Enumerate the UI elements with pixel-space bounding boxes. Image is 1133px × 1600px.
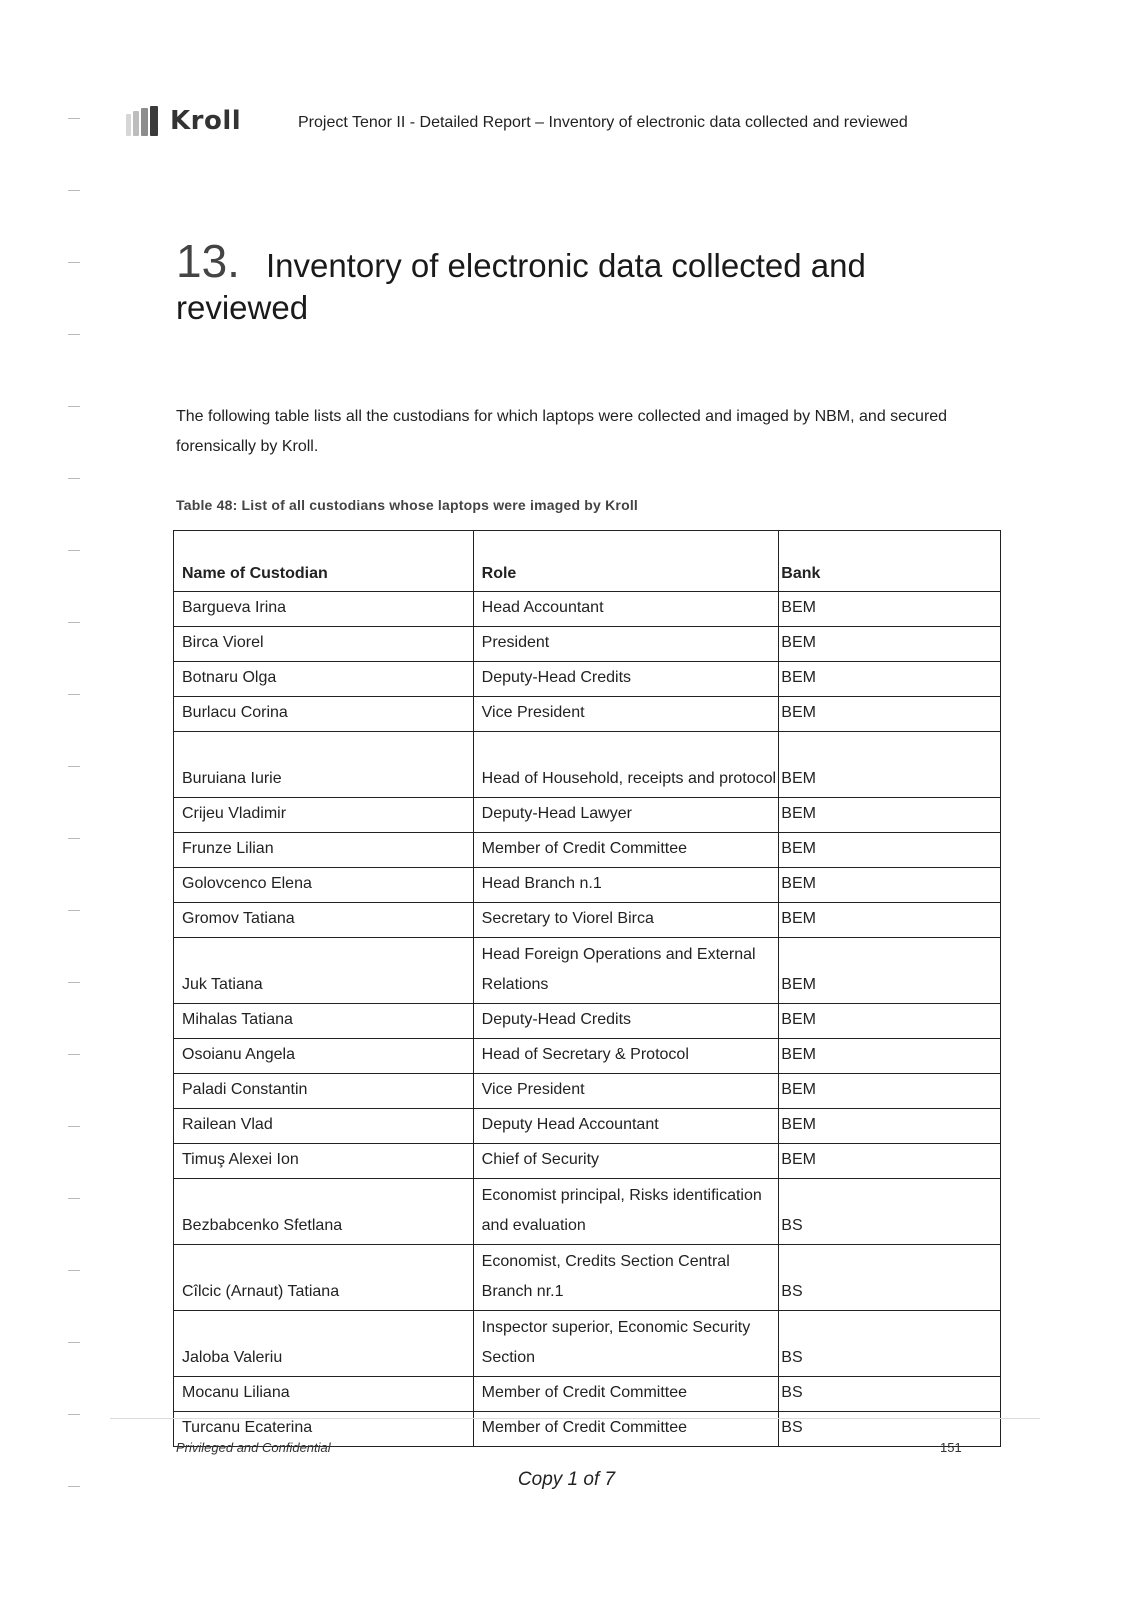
section-heading (176, 235, 996, 329)
table-caption: Table 48: List of all custodians whose laptops were imaged by Kroll (176, 497, 639, 513)
custodian-role: Head Accountant (473, 592, 779, 627)
custodian-name: Juk Tatiana (174, 938, 474, 1004)
custodian-role: President (473, 627, 779, 662)
custodian-role: Chief of Security (473, 1144, 779, 1179)
logo-text: Kroll (170, 106, 242, 136)
custodian-name: Paladi Constantin (174, 1074, 474, 1109)
custodian-name: Gromov Tatiana (174, 903, 474, 938)
section-title: Inventory of electronic data collected and reviewed (176, 247, 866, 326)
header-name: Name of Custodian (174, 531, 474, 592)
custodian-bank: BS (779, 1412, 1001, 1447)
header-bank: Bank (779, 531, 1001, 592)
table-row (174, 1377, 1001, 1412)
footer-divider (110, 1418, 1040, 1419)
custodian-bank: BEM (779, 868, 1001, 903)
custodian-name: Buruiana Iurie (174, 732, 474, 798)
custodian-role: Head of Household, receipts and protocol (473, 732, 779, 798)
custodian-role: Economist principal, Risks identification and evaluation (473, 1179, 779, 1245)
custodian-name: Mocanu Liliana (174, 1377, 474, 1412)
custodian-role: Head Foreign Operations and External Relations (473, 938, 779, 1004)
table-row (174, 627, 1001, 662)
custodian-name: Bezbabcenko Sfetlana (174, 1179, 474, 1245)
table-row (174, 1004, 1001, 1039)
custodian-name: Jaloba Valeriu (174, 1311, 474, 1377)
custodian-bank: BEM (779, 662, 1001, 697)
table-row (174, 697, 1001, 732)
custodian-role: Inspector superior, Economic Security Section (473, 1311, 779, 1377)
custodian-name: Frunze Lilian (174, 833, 474, 868)
custodian-role: Deputy-Head Credits (473, 662, 779, 697)
custodian-bank: BEM (779, 1004, 1001, 1039)
kroll-logo (126, 104, 241, 138)
page-number: 151 (940, 1440, 962, 1455)
custodian-bank: BS (779, 1311, 1001, 1377)
table-row (174, 1245, 1001, 1311)
custodian-role: Vice President (473, 697, 779, 732)
custodian-bank: BEM (779, 938, 1001, 1004)
table-row (174, 1311, 1001, 1377)
custodian-bank: BEM (779, 798, 1001, 833)
custodian-bank: BEM (779, 592, 1001, 627)
custodian-bank: BEM (779, 833, 1001, 868)
custodian-bank: BEM (779, 1109, 1001, 1144)
copy-stamp: Copy 1 of 7 (517, 1469, 616, 1490)
custodian-role: Economist, Credits Section Central Branch nr.1 (473, 1245, 779, 1311)
table-row (174, 833, 1001, 868)
table-row (174, 662, 1001, 697)
custodian-role: Deputy Head Accountant (473, 1109, 779, 1144)
custodian-bank: BEM (779, 697, 1001, 732)
custodians-table (173, 530, 1001, 1447)
custodian-bank: BS (779, 1179, 1001, 1245)
custodian-bank: BEM (779, 627, 1001, 662)
page-header (126, 104, 1006, 144)
custodian-bank: BEM (779, 903, 1001, 938)
margin-tick-marks (68, 0, 82, 1600)
custodian-role: Secretary to Viorel Birca (473, 903, 779, 938)
custodian-role: Member of Credit Committee (473, 1412, 779, 1447)
custodian-name: Turcanu Ecaterina (174, 1412, 474, 1447)
table-row (174, 938, 1001, 1004)
table-row (174, 798, 1001, 833)
custodian-role: Head Branch n.1 (473, 868, 779, 903)
custodian-name: Cîlcic (Arnaut) Tatiana (174, 1245, 474, 1311)
table-row (174, 1109, 1001, 1144)
custodian-bank: BEM (779, 1144, 1001, 1179)
header-title: Project Tenor II - Detailed Report – Inventory of electronic data collected and reviewed (298, 114, 908, 131)
header-role: Role (473, 531, 779, 592)
kroll-logo-icon (126, 106, 166, 136)
custodian-name: Birca Viorel (174, 627, 474, 662)
custodian-role: Deputy-Head Lawyer (473, 798, 779, 833)
table-row (174, 868, 1001, 903)
table-row (174, 732, 1001, 798)
custodian-bank: BS (779, 1245, 1001, 1311)
custodian-name: Mihalas Tatiana (174, 1004, 474, 1039)
section-number: 13. (176, 235, 240, 287)
table-row (174, 1074, 1001, 1109)
custodian-name: Timuş Alexei Ion (174, 1144, 474, 1179)
table-row (174, 1039, 1001, 1074)
intro-paragraph: The following table lists all the custodians for which laptops were collected and imaged by NBM, and secured forensically by Kroll. (176, 408, 948, 455)
footer-classification: Privileged and Confidential (176, 1440, 331, 1455)
custodian-name: Burlacu Corina (174, 697, 474, 732)
custodian-bank: BEM (779, 1039, 1001, 1074)
custodian-name: Railean Vlad (174, 1109, 474, 1144)
custodian-role: Member of Credit Committee (473, 1377, 779, 1412)
table-row (174, 1179, 1001, 1245)
custodian-role: Vice President (473, 1074, 779, 1109)
custodian-bank: BEM (779, 1074, 1001, 1109)
custodian-name: Crijeu Vladimir (174, 798, 474, 833)
custodian-role: Member of Credit Committee (473, 833, 779, 868)
custodian-name: Bargueva Irina (174, 592, 474, 627)
table-row (174, 1144, 1001, 1179)
table-header-row (174, 531, 1001, 592)
table-row (174, 592, 1001, 627)
custodian-name: Golovcenco Elena (174, 868, 474, 903)
custodian-name: Osoianu Angela (174, 1039, 474, 1074)
custodian-role: Head of Secretary & Protocol (473, 1039, 779, 1074)
table-row (174, 903, 1001, 938)
custodian-bank: BS (779, 1377, 1001, 1412)
custodian-name: Botnaru Olga (174, 662, 474, 697)
custodian-bank: BEM (779, 732, 1001, 798)
custodian-role: Deputy-Head Credits (473, 1004, 779, 1039)
